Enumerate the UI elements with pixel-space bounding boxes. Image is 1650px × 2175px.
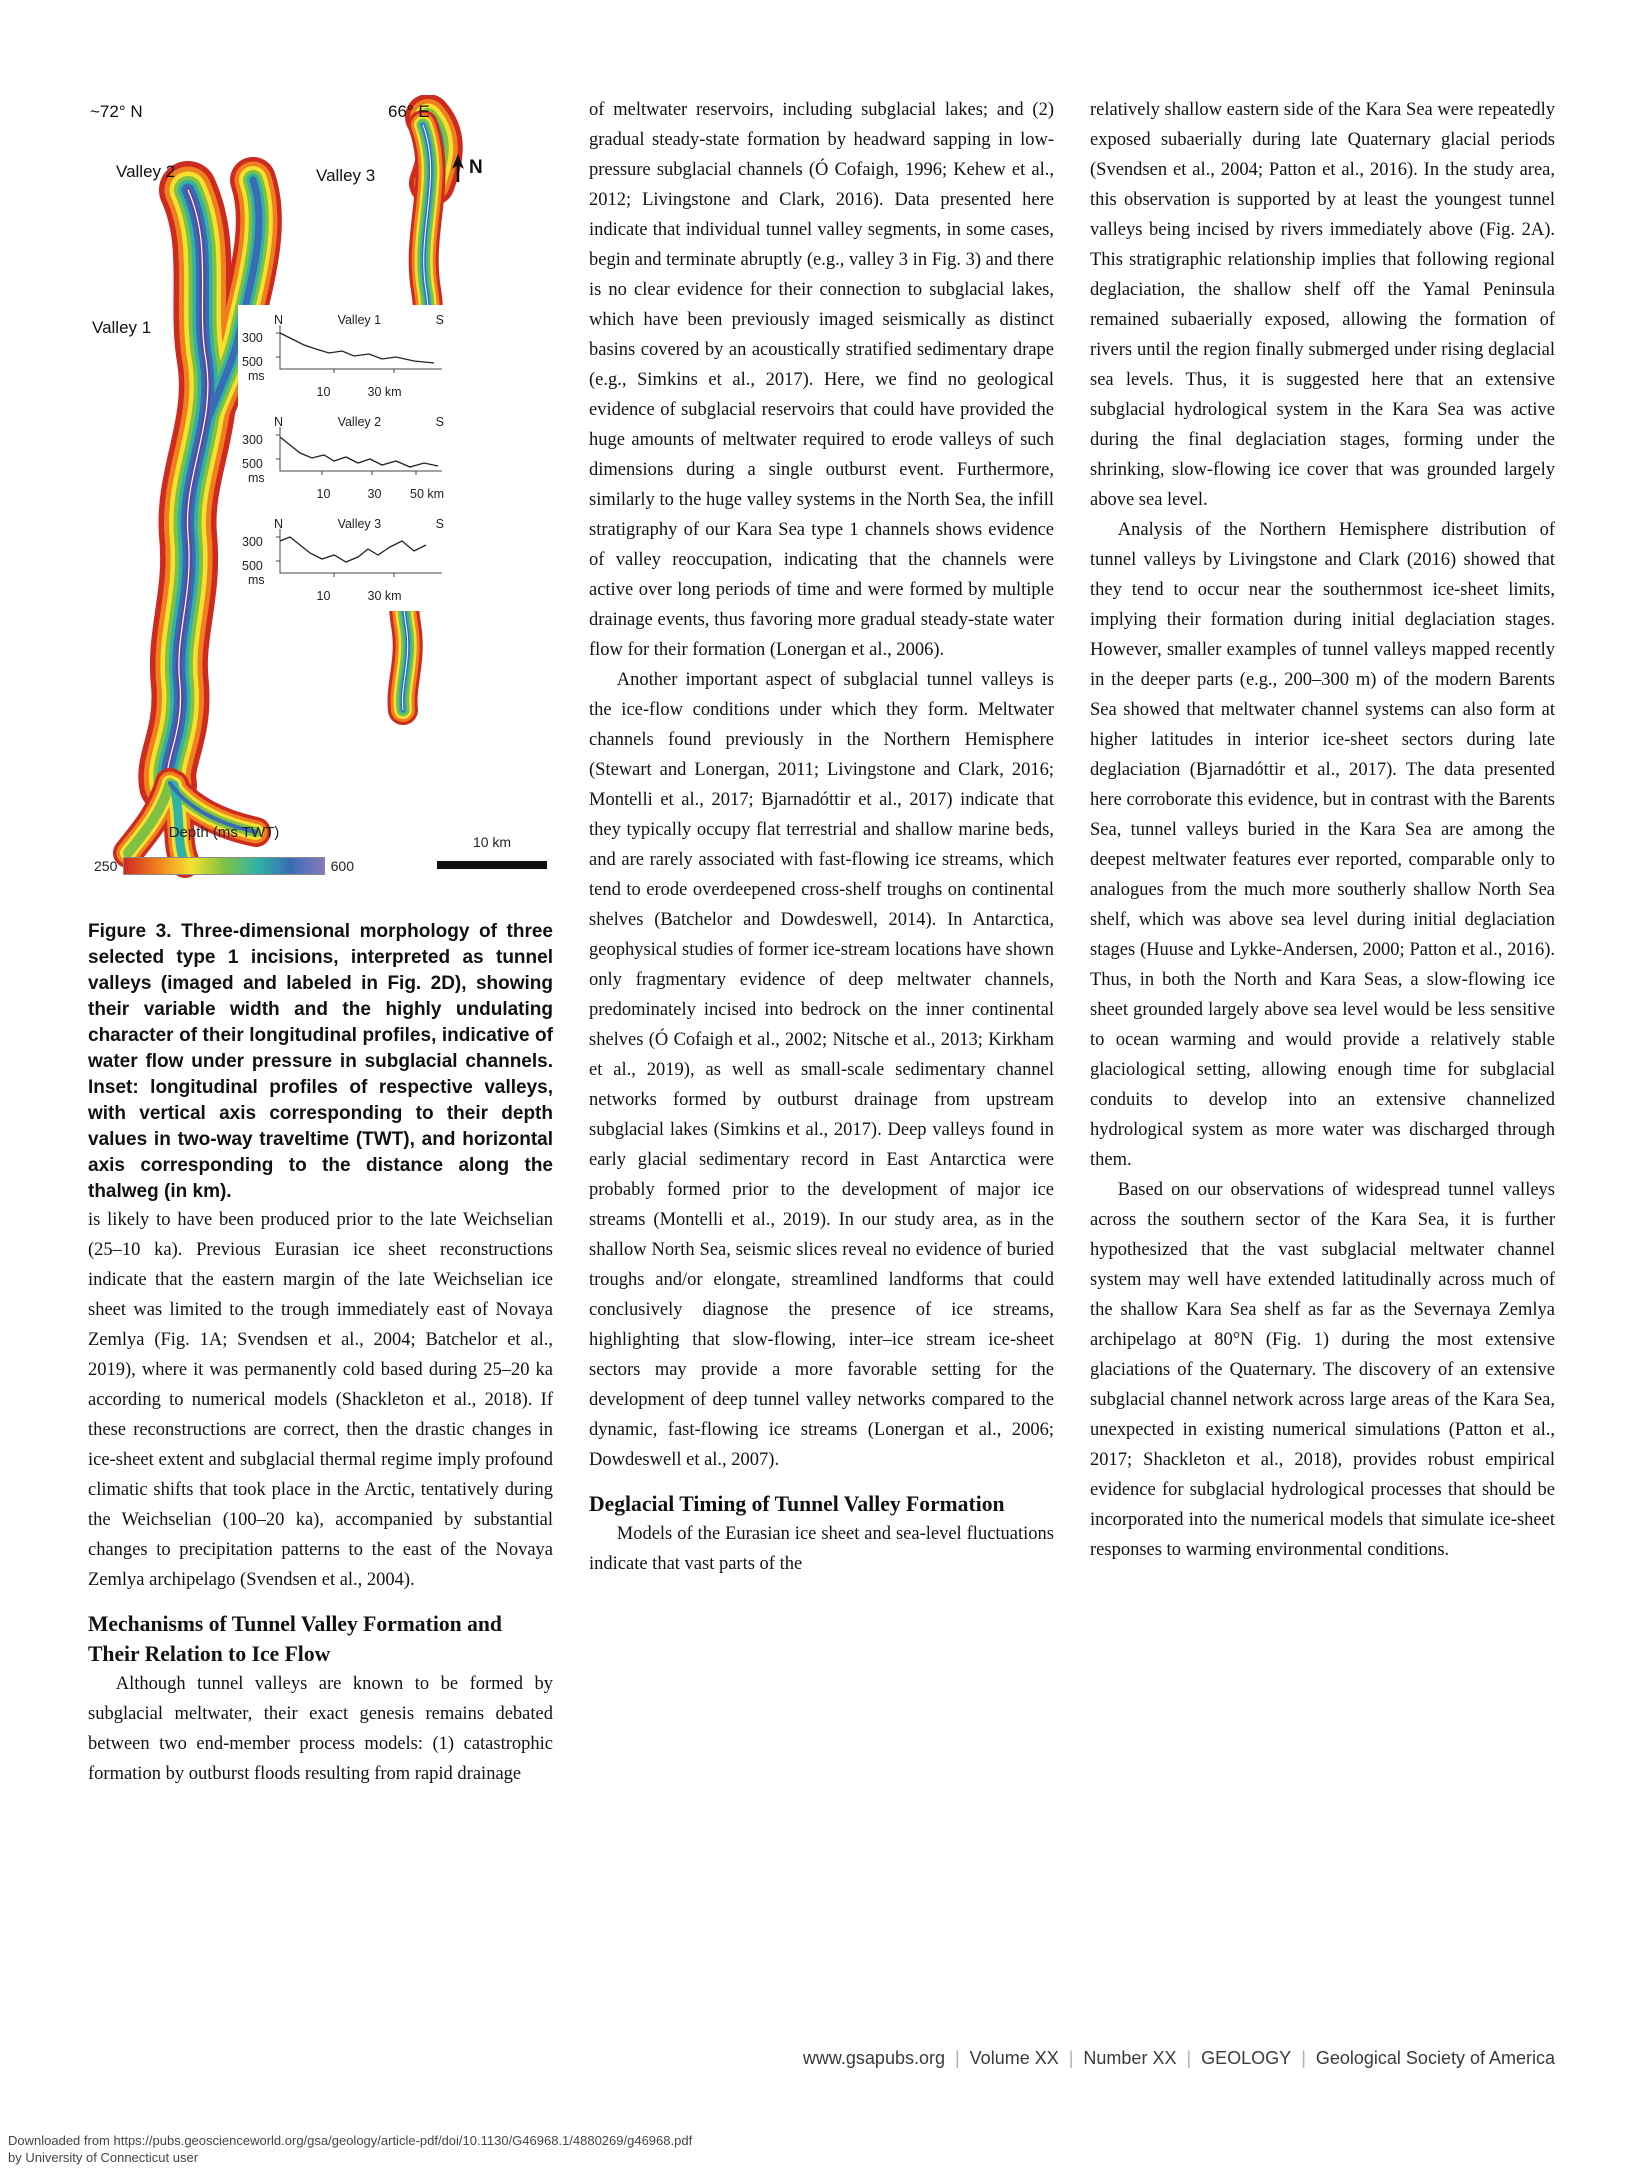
inset-xtick: 50 km: [410, 487, 445, 501]
legend-max: 600: [330, 858, 354, 874]
inset-s-label: S: [435, 415, 444, 429]
download-notice-line2: by University of Connecticut user: [8, 2150, 199, 2165]
profile-inset-valley1: [238, 305, 478, 407]
north-label: N: [469, 157, 483, 178]
scale-bar-label: 10 km: [472, 834, 512, 850]
legend-title: Depth (ms TWT): [168, 824, 280, 841]
inset-ytick: 300: [242, 331, 263, 345]
inset-n-label: N: [274, 517, 284, 531]
section-heading-deglacial-timing: Deglacial Timing of Tunnel Valley Formation: [589, 1492, 1005, 1516]
paragraph: is likely to have been produced prior to the late Weichselian (25–10 ka). Previous Eurasian ice sheet reconstructions indicate that the eastern margin of the late Weichselian ice sheet was limited to the trough immediately east of Novaya Zemlya (Fig. 1A; Svendsen et al., 2004; Batchelor et al., 2019), where it was permanently cold based during 25–20 ka according to numerical models (Shackleton et al., 2018). If these reconstructions are correct, then the drastic changes in ice-sheet extent and subglacial thermal regime imply profound climatic shifts that took place in the Arctic, tentatively during the Weichselian (100–20 ka), accompanied by substantial changes to precipitation patterns to the east of the Novaya Zemlya archipelago (Svendsen et al., 2004).: [88, 1210, 553, 1590]
footer-separator: |: [1186, 2048, 1192, 2068]
inset-yunit: ms: [248, 471, 265, 485]
journal-footer: [803, 2048, 1555, 2069]
valley2-label: Valley 2: [116, 162, 176, 181]
footer-separator: |: [954, 2048, 960, 2068]
footer-separator: |: [1301, 2048, 1306, 2068]
profile-chart-valley3: [274, 527, 444, 579]
longitude-label: 66° E: [388, 102, 430, 121]
paragraph: Based on our observations of widespread tunnel valleys across the southern sector of the Kara Sea, it is further hypothesized that the vast subglacial meltwater channel system may well have extended latitudinally across much of the shallow Kara Sea shelf as far as the Severnaya Zemlya archipelago at 80°N (Fig. 1) during the most extensive glaciations of the Quaternary. The discovery of an extensive subglacial channel network across large areas of the Kara Sea, unexpected in existing numerical simulations (Patton et al., 2017; Shackleton et al., 2018), provides robust empirical evidence for subglacial hydrological processes that should be incorporated into the numerical models that simulate ice-sheet responses to warming environmental conditions.: [1090, 1180, 1555, 1560]
footer-publisher: Geological Society of America: [1315, 2048, 1555, 2068]
paragraph: of meltwater reservoirs, including subglacial lakes; and (2) gradual steady-state formation by headward sapping in low-pressure subglacial channels (Ó Cofaigh, 1996; Kehew et al., 2012; Livingstone and Clark, 2016). Data presented here indicate that individual tunnel valley segments, in some cases, begin and terminate abruptly (e.g., valley 3 in Fig. 3) and there is no clear evidence for their connection to subglacial lakes, which have been previously imaged seismically as distinct basins covered by an acoustically stratified sedimentary drape (e.g., Simkins et al., 2017). Here, we find no geological evidence of subglacial reservoirs that could have provided the huge amounts of meltwater required to erode valleys of such dimensions during a single outburst event. Furthermore, similarly to the huge valley systems in the North Sea, the infill stratigraphy of our Kara Sea type 1 channels shows evidence of valley reoccupation, indicating that the channels were active over long periods of time and were formed by multiple drainage events, thus favoring more gradual steady-state water flow for their formation (Lonergan et al., 2006).: [589, 100, 1054, 660]
download-notice-line1: Downloaded from https://pubs.geoscienceworld.org/gsa/geology/article-pdf/doi/10.1130/G46968.1/4880269/g46968.pdf: [8, 2133, 693, 2148]
scale-bar: [437, 827, 547, 869]
legend-min: 250: [94, 858, 118, 874]
paragraph: relatively shallow eastern side of the Kara Sea were repeatedly exposed subaerially during late Quaternary glacial periods (Svendsen et al., 2004; Patton et al., 2016). In the study area, this observation is supported by at least the youngest tunnel valleys being incised by rivers immediately above (Fig. 2A). This stratigraphic relationship implies that following regional deglaciation, the shallow shelf off the Yamal Peninsula remained subaerially exposed, allowing the formation of rivers until the region finally submerged under rising deglacial sea levels. Thus, it is suggested here that an extensive subglacial hydrological system in the Kara Sea was active during the final deglaciation stages, forming under the shrinking, slow-flowing ice cover that was grounded largely above sea level.: [1090, 100, 1555, 510]
inset-ytick: 500: [242, 559, 263, 573]
inset-title: Valley 2: [337, 415, 382, 429]
column-middle: [589, 95, 1054, 1789]
profile-chart-valley2: [274, 425, 444, 477]
scale-bar-rule: [437, 861, 547, 869]
valley1-label: Valley 1: [92, 318, 152, 337]
inset-ytick: 300: [242, 433, 263, 447]
inset-yunit: ms: [248, 369, 265, 383]
inset-n-label: N: [274, 313, 284, 327]
inset-ytick: 500: [242, 355, 263, 369]
download-notice: [8, 2132, 692, 2166]
profile-inset-valley3: [238, 509, 478, 611]
profile-chart-valley1: [274, 323, 444, 375]
inset-s-label: S: [435, 313, 444, 327]
north-arrow-icon: [450, 153, 466, 183]
figure-caption: Figure 3. Three-dimensional morphology of three selected type 1 incisions, interpreted as tunnel valleys (imaged and labeled in Fig. 2D), showing their variable width and the highly undulating character of their longitudinal profiles, indicative of water flow under pressure in subglacial channels. Inset: longitudinal profiles of respective valleys, with vertical axis corresponding to their depth values in two-way traveltime (TWT), and horizontal axis corresponding to the distance along the thalweg (in km).: [88, 921, 553, 1202]
text-columns: [88, 95, 1555, 1789]
north-indicator: [450, 153, 483, 183]
paragraph: Another important aspect of subglacial tunnel valleys is the ice-flow conditions under which they form. Meltwater channels found previously in the Northern Hemisphere (Stewart and Lonergan, 2011; Livingstone and Clark, 2016; Montelli et al., 2017; Bjarnadóttir et al., 2017) indicate that they typically occupy flat terrestrial and shallow marine beds, and are rarely associated with fast-flowing ice streams, which tend to erode overdeepened cross-shelf troughs on continental shelves (Batchelor and Dowdeswell, 2014). In Antarctica, geophysical studies of former ice-stream locations have shown only fragmentary evidence of deep meltwater channels, predominately incised into bedrock on the inner continental shelves (Ó Cofaigh et al., 2002; Nitsche et al., 2013; Kirkham et al., 2019), as well as small-scale sedimentary channel networks formed by outburst drainage from upstream subglacial lakes (Simkins et al., 2017). Deep valleys found in early glacial sedimentary record in East Antarctica were probably formed prior to the development of major ice streams (Montelli et al., 2019). In our study area, as in the shallow North Sea, seismic slices reveal no evidence of buried troughs and/or elongate, streamlined landforms that could conclusively diagnose the presence of ice streams, highlighting that slow-flowing, inter–ice stream ice-sheet sectors may provide a more favorable setting for the development of deep tunnel valley networks compared to the dynamic, fast-flowing ice streams (Lonergan et al., 2006; Dowdeswell et al., 2007).: [589, 670, 1054, 1470]
paragraph: Models of the Eurasian ice sheet and sea-level fluctuations indicate that vast parts of the: [589, 1524, 1054, 1574]
paragraph: Although tunnel valleys are known to be formed by subglacial meltwater, their exact genesis remains debated between two end-member process models: (1) catastrophic formation by outburst floods resulting from rapid drainage: [88, 1674, 553, 1784]
footer-website: www.gsapubs.org: [802, 2048, 945, 2068]
inset-xtick: 30 km: [367, 589, 402, 603]
depth-colorbar: [123, 857, 324, 875]
inset-title: Valley 1: [337, 313, 382, 327]
inset-s-label: S: [435, 517, 444, 531]
column-left: [88, 95, 553, 1789]
inset-xtick: 10: [316, 487, 331, 501]
profile-inset-valley2: [238, 407, 478, 509]
inset-title: Valley 3: [337, 517, 382, 531]
footer-volume: Volume XX: [969, 2048, 1059, 2068]
depth-legend: [94, 818, 354, 881]
figure-3: [88, 95, 553, 895]
latitude-label: ~72° N: [90, 102, 143, 121]
section-heading-mechanisms: Mechanisms of Tunnel Valley Formation and Their Relation to Ice Flow: [88, 1612, 502, 1666]
inset-n-label: N: [274, 415, 284, 429]
inset-ytick: 300: [242, 535, 263, 549]
footer-journal-name: GEOLOGY: [1201, 2048, 1292, 2068]
inset-yunit: ms: [248, 573, 265, 587]
valley3-label: Valley 3: [316, 166, 376, 185]
paragraph: Analysis of the Northern Hemisphere distribution of tunnel valleys by Livingstone and Clark (2016) showed that they tend to occur near the southernmost ice-sheet limits, implying their formation during initial deglaciation stages. However, smaller examples of tunnel valleys mapped recently in the deeper parts (e.g., 200–300 m) of the modern Barents Sea showed that meltwater channel systems can also form at higher latitudes in interior ice-sheet sectors during late deglaciation (Bjarnadóttir et al., 2017). The data presented here corroborate this evidence, but in contrast with the Barents Sea, tunnel valleys buried in the Kara Sea are among the deepest meltwater features ever reported, comparable only to analogues from the much more southerly shallow North Sea shelf, which was above sea level during initial deglaciation stages (Huuse and Lykke-Andersen, 2000; Patton et al., 2016). Thus, in both the North and Kara Seas, a slow-flowing ice sheet grounded largely above sea level would be less sensitive to ocean warming and would provide a relatively stable glaciological setting, allowing enough time for subglacial conduits to develop into an extensive channelized hydrological system as more water was discharged through them.: [1090, 520, 1555, 1170]
inset-xtick: 30: [367, 487, 382, 501]
footer-separator: |: [1068, 2048, 1074, 2068]
inset-xtick: 10: [316, 589, 331, 603]
inset-ytick: 500: [242, 457, 263, 471]
profile-insets: [238, 305, 478, 611]
footer-number: Number XX: [1083, 2048, 1177, 2068]
column-right: [1090, 95, 1555, 1789]
inset-xtick: 30 km: [367, 385, 402, 399]
inset-xtick: 10: [316, 385, 331, 399]
